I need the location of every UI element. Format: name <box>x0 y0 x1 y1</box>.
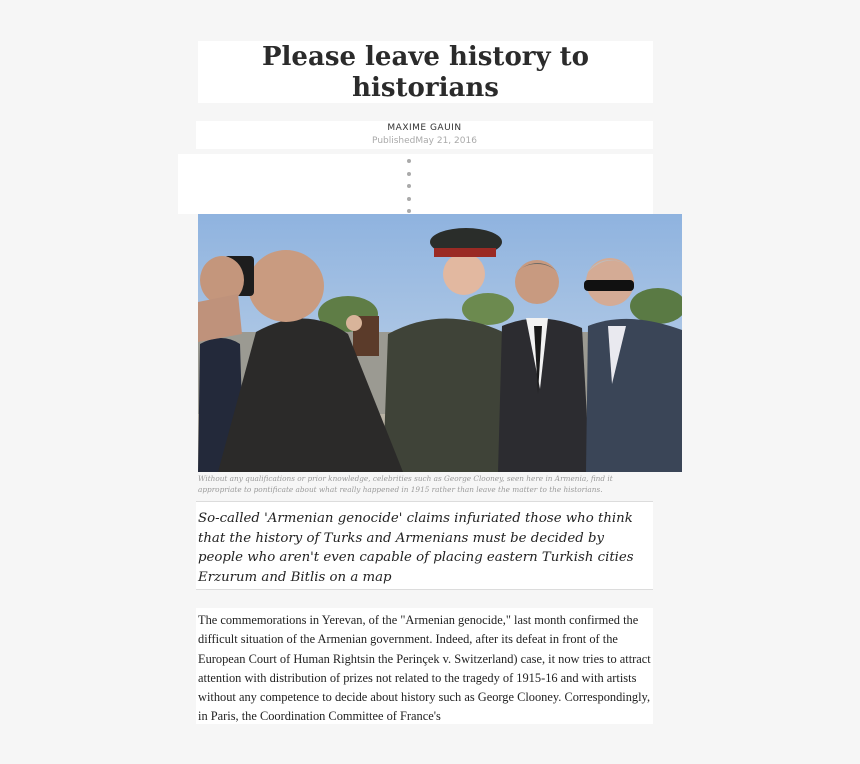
byline <box>196 121 653 149</box>
author-name[interactable]: MAXIME GAUIN <box>387 123 462 133</box>
more-options-icon[interactable] <box>407 159 411 222</box>
pull-quote-box <box>196 501 653 590</box>
title-section <box>198 41 653 103</box>
article-body <box>196 608 653 724</box>
pull-quote: So-called 'Armenian genocide' claims infuriated those who think that the history of Turks and Armenians must be decided by people who aren't even capable of placing eastern Turkish cities Erzurum and Bitlis on a map <box>198 511 634 585</box>
publish-date: PublishedMay 21, 2016 <box>372 136 477 146</box>
article-photo <box>198 214 682 472</box>
photo-illustration <box>198 214 682 472</box>
photo-caption: Without any qualifications or prior knowledge, celebrities such as George Clooney, seen here in Armenia, find it appropriate to pontificate about what really happened in 1915 rather than leave the matter to the historians. <box>198 474 613 494</box>
share-menu <box>178 154 653 214</box>
body-paragraph: The commemorations in Yerevan, of the "Armenian genocide," last month confirmed the difficult situation of the Armenian government. Indeed, after its defeat in front of the European Court of Human Rightsin the Perinçek v. Switzerland) case, it now tries to attract attention with distribution of prizes not related to the tragedy of 1915-16 and with artists without any competence to decide about history such as George Clooney. Correspondingly, in Paris, the Coordination Committee of France's <box>198 613 651 724</box>
article-title: Please leave history to historians <box>262 42 589 103</box>
